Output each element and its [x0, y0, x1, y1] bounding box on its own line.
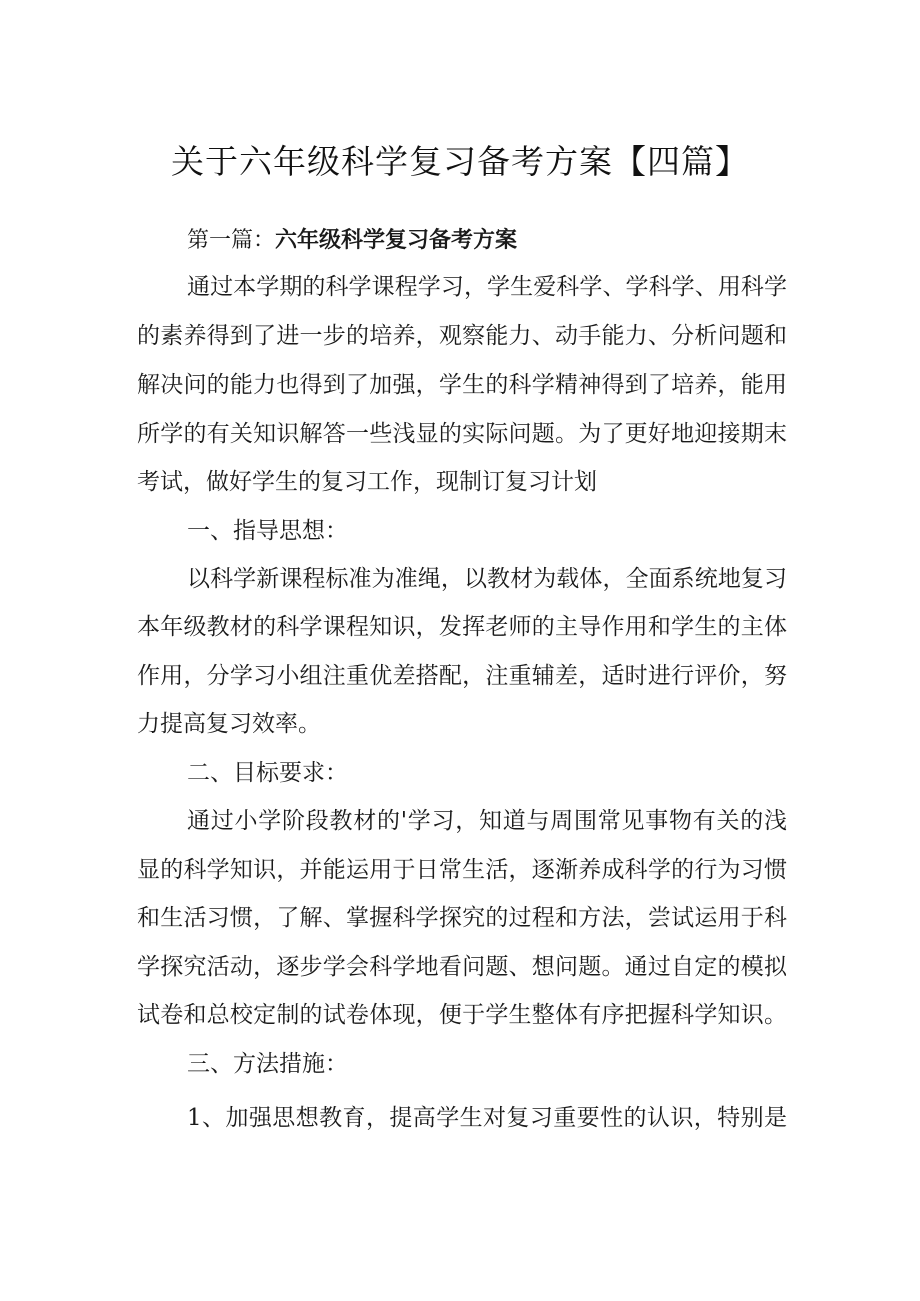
paragraph-line: 通过本学期的科学课程学习，学生爱科学、学科学、用科学 — [187, 274, 787, 300]
paragraph-line: 通过小学阶段教材的'学习，知道与周围常见事物有关的浅 — [187, 808, 787, 834]
paragraph-line: 所学的有关知识解答一些浅显的实际问题。为了更好地迎接期末 — [137, 421, 787, 447]
paragraph-line: 和生活习惯，了解、掌握科学探究的过程和方法，尝试运用于科 — [137, 905, 787, 931]
paragraph-line: 以科学新课程标准为准绳，以教材为载体，全面系统地复习 — [187, 566, 787, 592]
paragraph-line: 作用，分学习小组注重优差搭配，注重辅差，适时进行评价，努 — [137, 663, 787, 689]
paragraph-line: 学探究活动，逐步学会科学地看问题、想问题。通过自定的模拟 — [137, 954, 787, 980]
paragraph-line: 解决问的能力也得到了加强，学生的科学精神得到了培养，能用 — [137, 372, 787, 398]
section-heading — [187, 226, 517, 256]
paragraph-line: 显的科学知识，并能运用于日常生活，逐渐养成科学的行为习惯 — [137, 857, 787, 883]
heading-guiding-thought: 一、指导思想： — [187, 518, 348, 544]
paragraph-line: 试卷和总校定制的试卷体现，便于学生整体有序把握科学知识。 — [137, 1002, 787, 1028]
paragraph-line: 的素养得到了进一步的培养，观察能力、动手能力、分析问题和 — [137, 323, 787, 349]
paragraph-line: 力提高复习效率。 — [137, 711, 321, 737]
heading-goals: 二、目标要求： — [187, 760, 348, 786]
paragraph-line: 本年级教材的科学课程知识，发挥老师的主导作用和学生的主体 — [137, 614, 787, 640]
section-title: 六年级科学复习备考方案 — [275, 228, 518, 253]
heading-methods: 三、方法措施： — [187, 1051, 348, 1077]
section-label: 第一篇： — [187, 228, 276, 253]
document-title: 关于六年级科学复习备考方案【四篇】 — [171, 142, 749, 181]
paragraph-line: 考试，做好学生的复习工作，现制订复习计划 — [137, 469, 597, 495]
paragraph-line: 1、加强思想教育，提高学生对复习重要性的认识，特别是 — [187, 1105, 787, 1131]
